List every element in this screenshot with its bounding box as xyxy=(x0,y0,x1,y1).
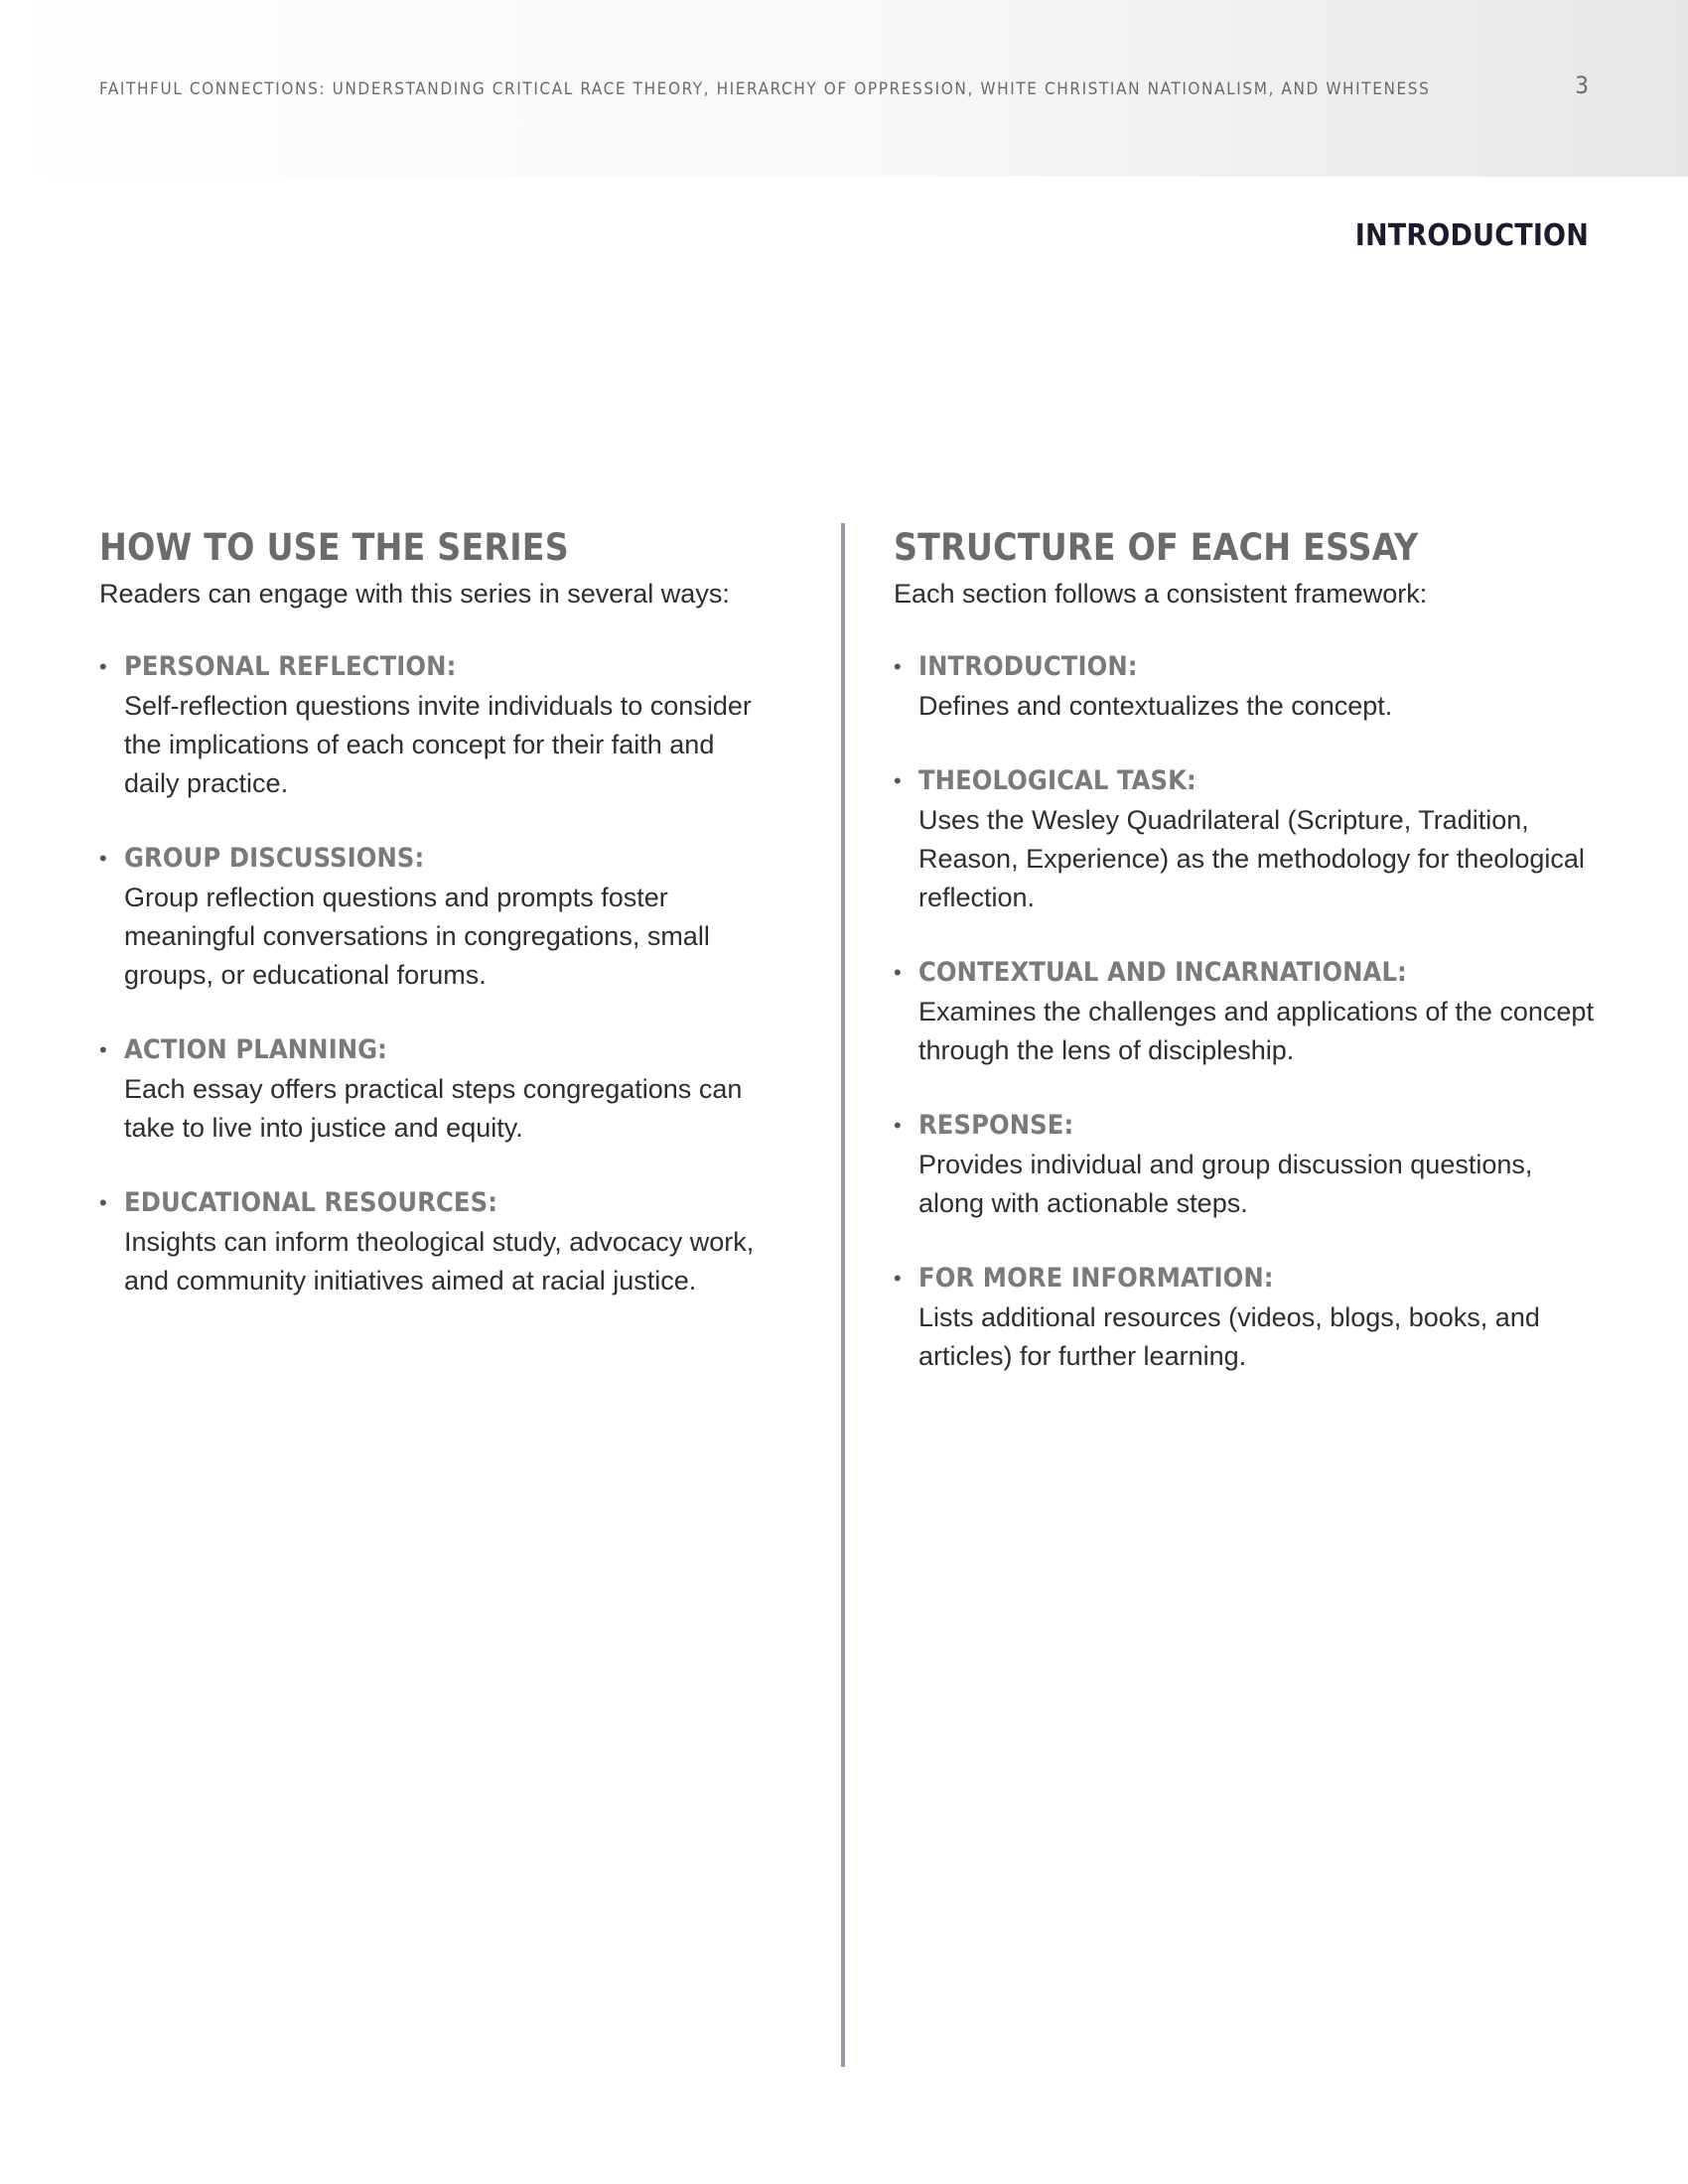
right-column-intro: Each section follows a consistent framework: xyxy=(894,579,1428,609)
bullet-icon: • xyxy=(99,654,107,679)
list-item xyxy=(894,1106,1589,1223)
list-item-title: EDUCATIONAL RESOURCES: xyxy=(124,1187,498,1218)
bullet-icon: • xyxy=(894,768,902,793)
list-item xyxy=(894,1259,1589,1376)
right-column-list xyxy=(894,647,1594,1376)
list-item-description: Examines the challenges and applications of the concept through the lens of discipleship. xyxy=(918,997,1594,1065)
bullet-icon: • xyxy=(894,960,902,985)
bullet-icon: • xyxy=(99,846,107,871)
list-item-description: Group reflection questions and prompts foster meaningful conversations in congregations, small groups, or educational forums. xyxy=(124,883,710,990)
bullet-icon: • xyxy=(894,654,902,679)
list-item-title: FOR MORE INFORMATION: xyxy=(918,1263,1274,1294)
list-item xyxy=(99,647,794,803)
list-item xyxy=(894,761,1589,917)
page-number: 3 xyxy=(1575,71,1589,99)
list-item-title: THEOLOGICAL TASK: xyxy=(918,765,1196,796)
section-label: INTRODUCTION xyxy=(1354,218,1589,253)
list-item-description: Each essay offers practical steps congregations can take to live into justice and equity. xyxy=(124,1074,743,1143)
bullet-icon: • xyxy=(99,1190,107,1215)
right-column xyxy=(894,524,1594,1412)
list-item xyxy=(99,1030,794,1148)
list-item-description: Insights can inform theological study, advocacy work, and community initiatives aimed at racial justice. xyxy=(124,1227,755,1296)
left-column-list xyxy=(99,647,794,1300)
left-column xyxy=(99,524,794,1336)
right-column-title: STRUCTURE OF EACH ESSAY xyxy=(894,526,1419,569)
bullet-icon: • xyxy=(894,1266,902,1291)
list-item-title: INTRODUCTION: xyxy=(918,651,1138,682)
list-item-title: GROUP DISCUSSIONS: xyxy=(124,843,425,874)
list-item-description: Defines and contextualizes the concept. xyxy=(918,691,1393,721)
list-item-title: RESPONSE: xyxy=(918,1110,1074,1141)
list-item xyxy=(894,647,1589,726)
list-item-description: Uses the Wesley Quadrilateral (Scripture, Tradition, Reason, Experience) as the methodology for theological reflection. xyxy=(918,805,1585,912)
left-column-intro: Readers can engage with this series in several ways: xyxy=(99,579,730,609)
list-item-title: ACTION PLANNING: xyxy=(124,1034,387,1065)
bullet-icon: • xyxy=(894,1113,902,1138)
list-item-title: CONTEXTUAL AND INCARNATIONAL: xyxy=(918,957,1407,988)
list-item-description: Provides individual and group discussion questions, along with actionable steps. xyxy=(918,1150,1533,1218)
list-item xyxy=(99,1183,794,1300)
list-item xyxy=(894,953,1594,1070)
bullet-icon: • xyxy=(99,1037,107,1062)
list-item xyxy=(99,839,794,995)
column-divider xyxy=(841,523,845,2067)
running-header-title: FAITHFUL CONNECTIONS: UNDERSTANDING CRITICAL RACE THEORY, HIERARCHY OF OPPRESSION, WHITE CHRISTIAN NATIONALISM, AND WHITENESS xyxy=(99,79,1431,99)
left-column-title: HOW TO USE THE SERIES xyxy=(99,526,569,569)
list-item-description: Lists additional resources (videos, blogs, books, and articles) for further learning. xyxy=(918,1302,1540,1371)
list-item-description: Self-reflection questions invite individuals to consider the implications of each concept for their faith and daily practice. xyxy=(124,691,752,798)
list-item-title: PERSONAL REFLECTION: xyxy=(124,651,457,682)
